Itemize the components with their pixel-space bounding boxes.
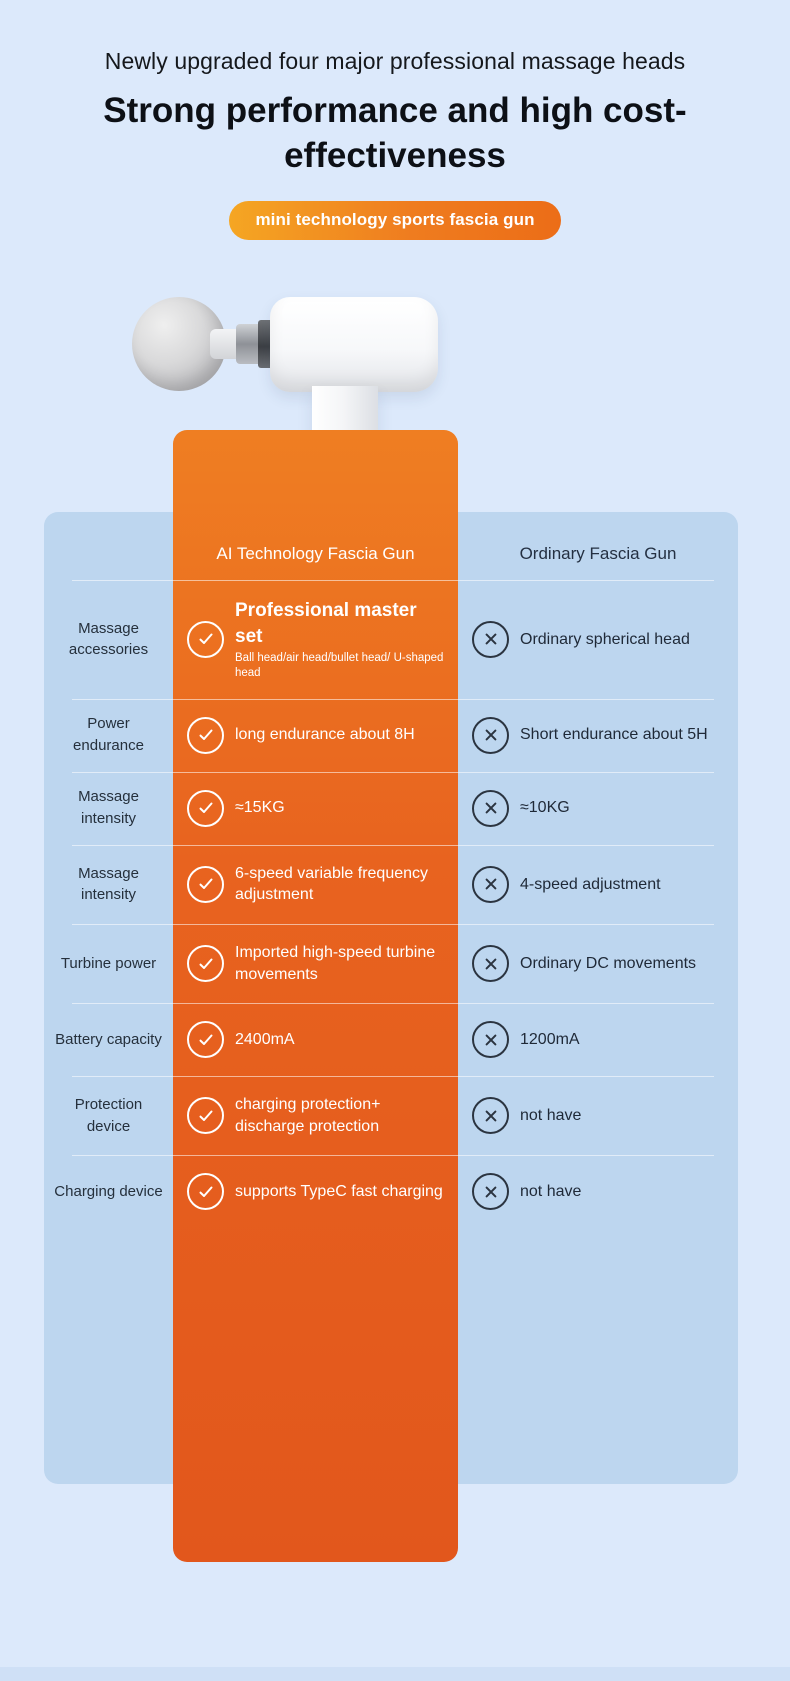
table-row xyxy=(44,924,738,1003)
row-text-ordinary: not have xyxy=(520,1106,582,1124)
row-value-ordinary xyxy=(458,924,738,1003)
cross-circle-icon xyxy=(472,717,509,754)
check-circle-icon xyxy=(187,866,224,903)
table-row xyxy=(44,845,738,924)
row-text-ordinary: not have xyxy=(520,1182,582,1200)
row-value-pro xyxy=(173,924,458,1003)
table-row xyxy=(44,1076,738,1155)
row-value-pro xyxy=(173,772,458,845)
gun-body-highlight xyxy=(282,302,422,324)
row-text-pro: supports TypeC fast charging xyxy=(235,1182,443,1200)
row-text-pro-sub: Ball head/air head/bullet head/ U-shaped head xyxy=(235,652,444,679)
header-empty-cell xyxy=(44,430,173,580)
row-value-pro xyxy=(173,845,458,924)
headline-block xyxy=(0,0,790,179)
check-circle-icon xyxy=(187,1097,224,1134)
page-title: Strong performance and high cost-effectiveness xyxy=(103,91,687,175)
row-label: Battery capacity xyxy=(55,1030,162,1048)
row-label: Protection device xyxy=(74,1095,143,1135)
comparison-table xyxy=(44,430,738,1228)
table-row xyxy=(44,1155,738,1228)
cross-circle-icon xyxy=(472,945,509,982)
header-cell-ordinary xyxy=(458,430,738,580)
row-value-ordinary xyxy=(458,699,738,772)
cross-circle-icon xyxy=(472,866,509,903)
row-text-pro-main: Professional master set xyxy=(235,600,417,647)
row-value-pro xyxy=(173,1155,458,1228)
check-circle-icon xyxy=(187,621,224,658)
check-circle-icon xyxy=(187,1173,224,1210)
row-value-ordinary xyxy=(458,772,738,845)
row-text-ordinary: Ordinary DC movements xyxy=(520,954,697,972)
row-text-pro: 2400mA xyxy=(235,1030,295,1048)
column-title-pro: AI Technology Fascia Gun xyxy=(216,544,415,563)
check-circle-icon xyxy=(187,790,224,827)
row-value-ordinary xyxy=(458,1076,738,1155)
check-circle-icon xyxy=(187,945,224,982)
cross-circle-icon xyxy=(472,1021,509,1058)
row-value-ordinary xyxy=(458,845,738,924)
row-text-pro: Imported high-speed turbine movements xyxy=(235,943,436,983)
footer-strip xyxy=(0,1667,790,1681)
row-text-pro xyxy=(235,598,444,681)
row-text-ordinary: ≈10KG xyxy=(520,799,570,817)
table-row xyxy=(44,1003,738,1076)
badge-row xyxy=(0,201,790,240)
row-value-ordinary xyxy=(458,1155,738,1228)
row-value-ordinary xyxy=(458,580,738,699)
row-text-pro: ≈15KG xyxy=(235,799,285,817)
row-value-pro xyxy=(173,1003,458,1076)
check-circle-icon xyxy=(187,1021,224,1058)
column-title-ordinary: Ordinary Fascia Gun xyxy=(519,544,677,563)
row-value-pro xyxy=(173,699,458,772)
cross-circle-icon xyxy=(472,1097,509,1134)
row-label: Massage intensity xyxy=(78,864,139,904)
row-text-pro: 6-speed variable frequency adjustment xyxy=(235,864,429,904)
row-value-ordinary xyxy=(458,1003,738,1076)
row-text-pro: charging protection+ discharge protection xyxy=(235,1096,381,1135)
product-badge: mini technology sports fascia gun xyxy=(229,201,560,240)
row-text-pro: long endurance about 8H xyxy=(235,726,415,744)
row-label: Power endurance xyxy=(73,715,144,755)
row-label: Turbine power xyxy=(60,954,157,972)
row-text-ordinary: 1200mA xyxy=(520,1030,580,1048)
table-row xyxy=(44,580,738,699)
row-value-pro xyxy=(173,580,458,699)
table-header-row xyxy=(44,430,738,580)
row-label: Massage accessories xyxy=(68,619,149,659)
row-text-ordinary: Ordinary spherical head xyxy=(520,630,690,648)
table-row xyxy=(44,699,738,772)
table-row xyxy=(44,772,738,845)
row-text-ordinary: Short endurance about 5H xyxy=(520,726,708,744)
row-label: Massage intensity xyxy=(78,788,139,828)
kicker-text: Newly upgraded four major professional massage heads xyxy=(104,48,686,74)
comparison-grid xyxy=(44,430,738,1228)
header-cell-pro xyxy=(173,430,458,580)
row-value-pro xyxy=(173,1076,458,1155)
row-text-ordinary: 4-speed adjustment xyxy=(520,875,661,893)
check-circle-icon xyxy=(187,717,224,754)
cross-circle-icon xyxy=(472,790,509,827)
cross-circle-icon xyxy=(472,1173,509,1210)
cross-circle-icon xyxy=(472,621,509,658)
row-label: Charging device xyxy=(54,1182,163,1200)
